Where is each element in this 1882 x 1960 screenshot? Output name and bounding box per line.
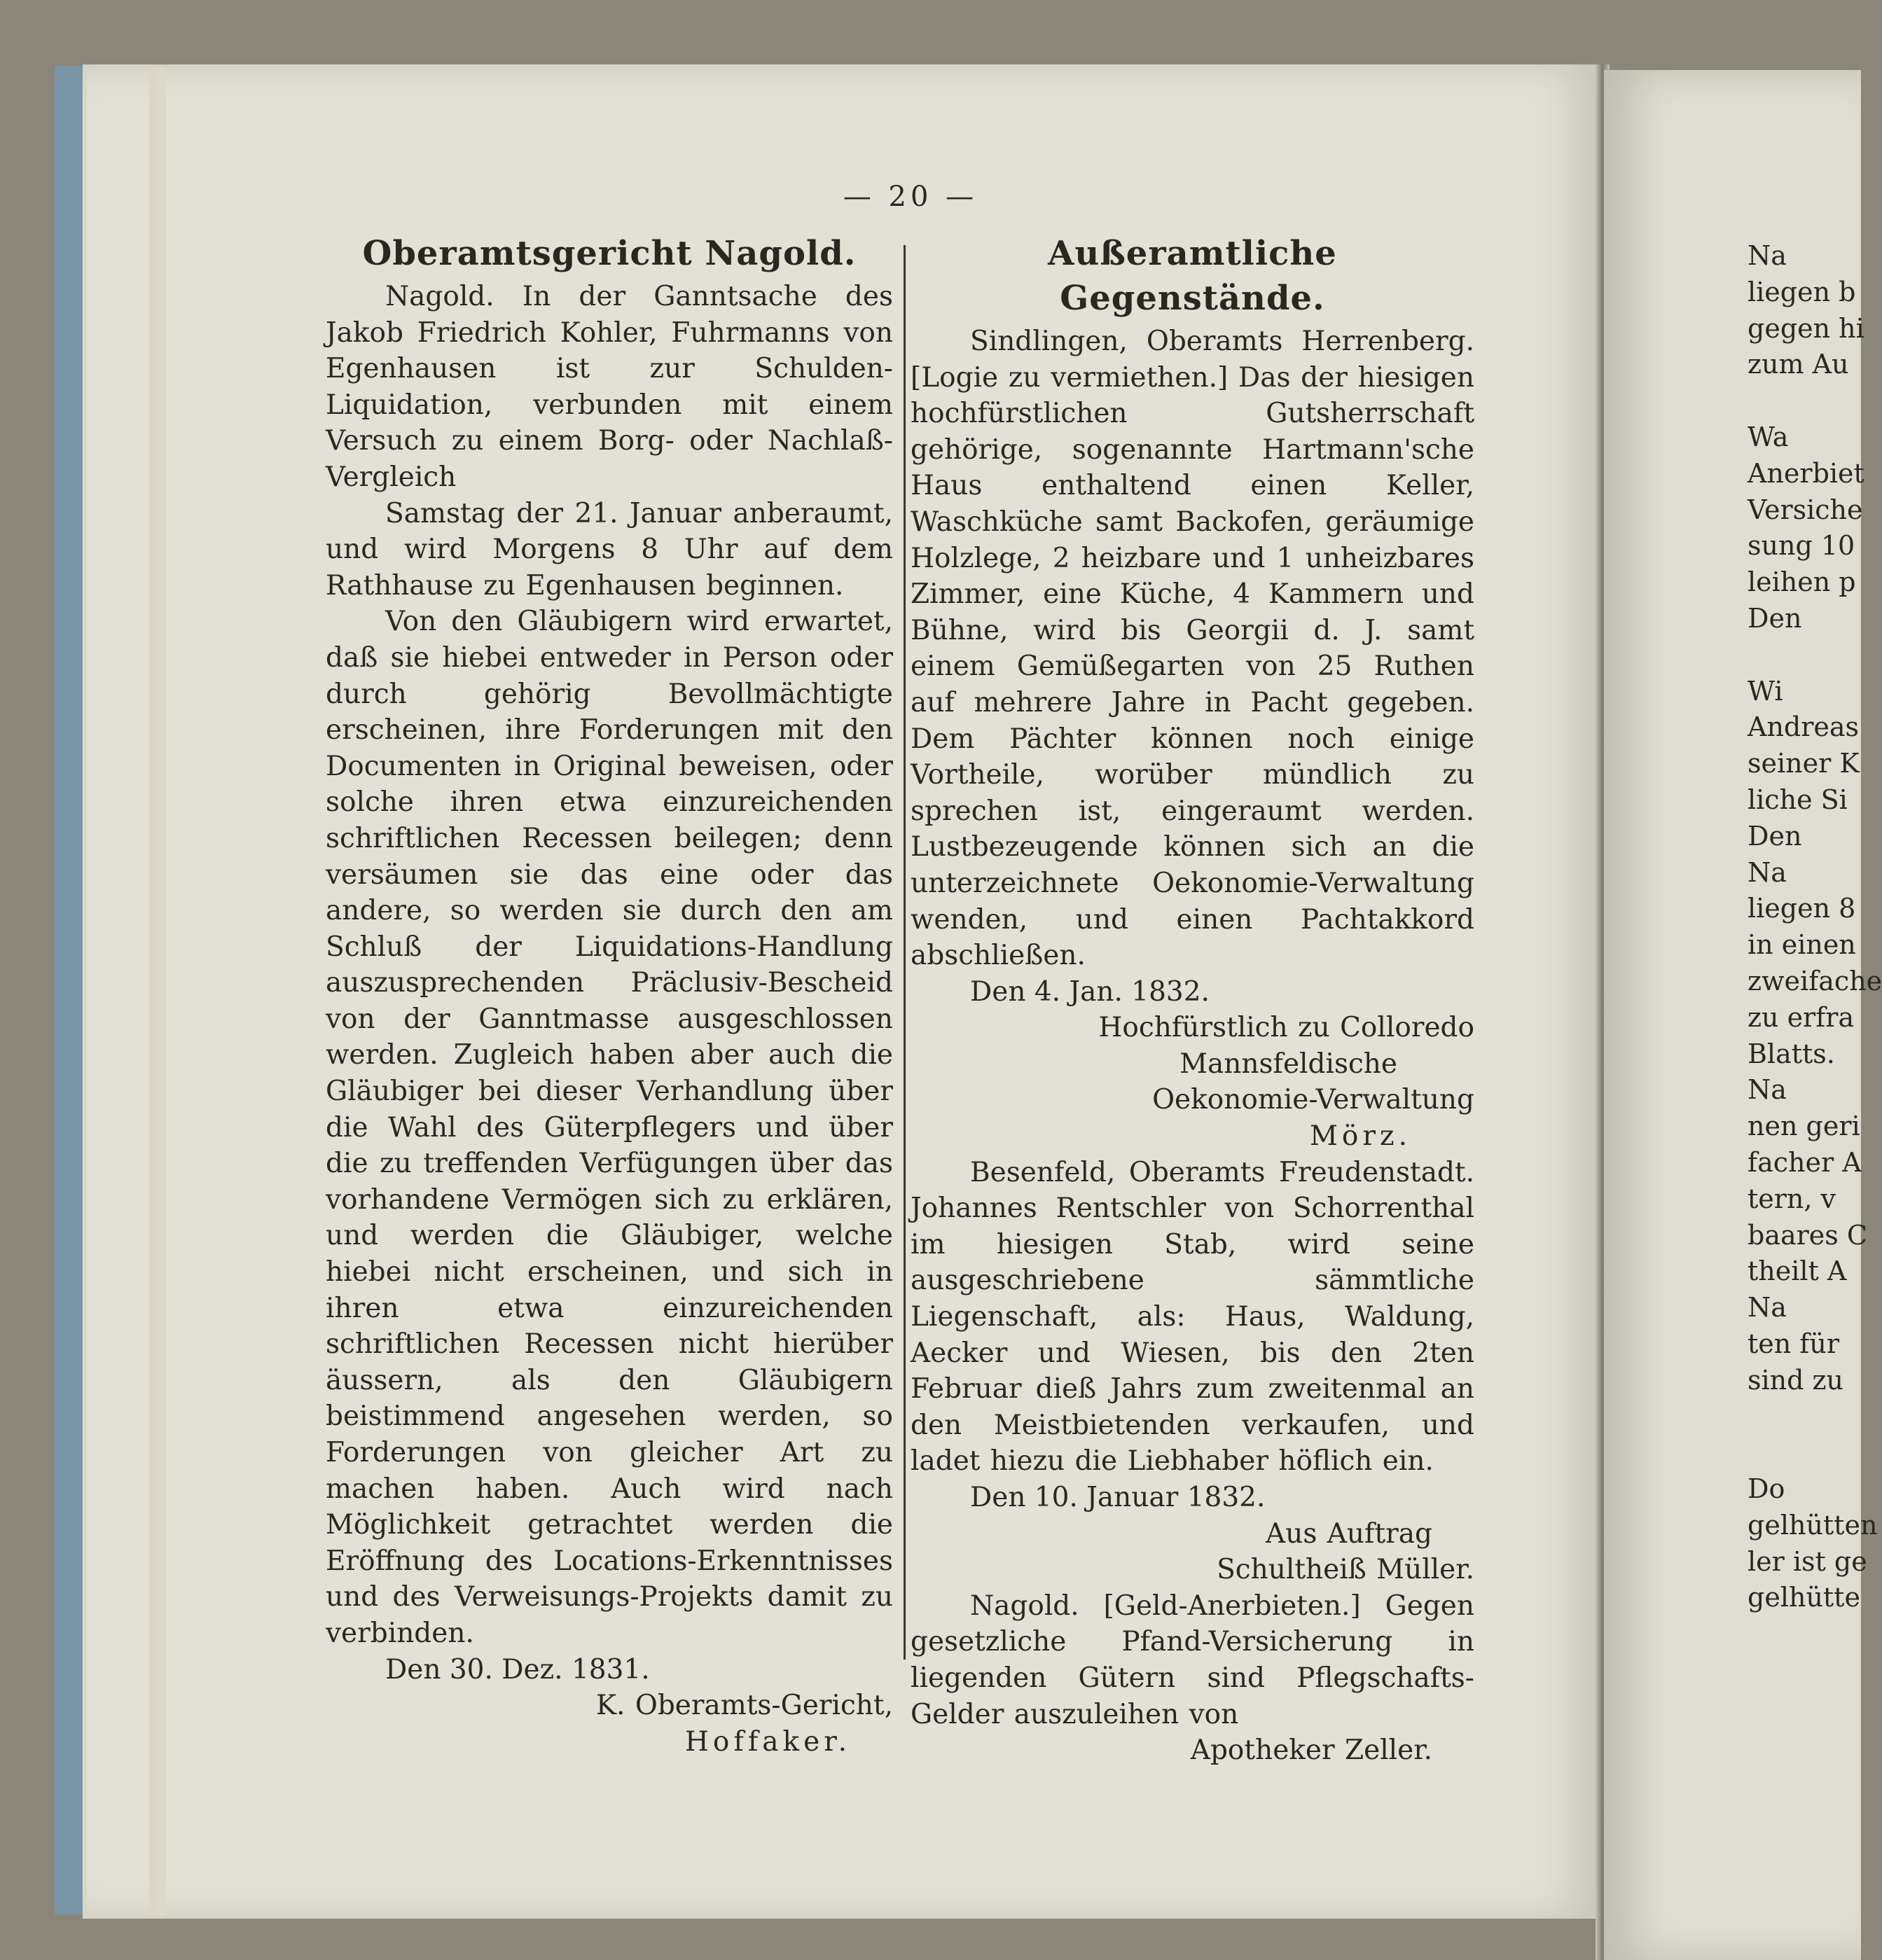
right-page-text-fragment: leihen p	[1748, 567, 1856, 598]
middle-column	[911, 231, 1474, 1769]
right-page-text-fragment	[1748, 1435, 1861, 1471]
right-page-text-fragment: baares C	[1748, 1219, 1867, 1251]
notice-date: Den 30. Dez. 1831.	[385, 1653, 650, 1686]
notice-paragraph: Nagold. [Geld-Anerbieten.] Gegen gesetzliche Pfand-Versicherung in liegenden Gütern sind Pflegschafts-Gelder auszuleihen von	[911, 1590, 1474, 1730]
right-page-text-fragment: liegen b	[1748, 276, 1856, 307]
notice-signature: Mörz.	[1309, 1120, 1411, 1153]
right-page-text-fragment: Na	[1748, 1074, 1787, 1106]
right-page-text-fragment: gelhütten	[1748, 1509, 1878, 1541]
right-page-text-fragment: sind zu	[1748, 1364, 1844, 1396]
right-page-text-fragment: Den	[1748, 820, 1802, 852]
notice-signature: Hoffaker.	[684, 1725, 851, 1758]
right-page-text-fragment: Do	[1748, 1473, 1785, 1505]
notice-signature: Mannsfeldische	[1179, 1048, 1397, 1080]
right-page-text-fragment: Andreas	[1748, 711, 1860, 743]
notice-paragraph: Sindlingen, Oberamts Herrenberg. [Logie zu vermiethen.] Das der hiesigen hochfürstlichen Gutsherrschaft gehörige, sogenannte Hartmann'sche Haus enthaltend einen Keller, Waschküche samt Backofen, geräumige Holzlege, 2 heizbare und 1 unheizbares Zimmer, eine Küche, 4 Kammern und Bühne, wird bis Georgii d. J. samt einem Gemüßegarten von 25 Ruthen auf mehrere Jahre in Pacht gegeben. Dem Pächter können noch einige Vortheile, worüber mündlich zu sprechen ist, eingeraumt werden. Lustbezeugende können sich an die unterzeichnete Oekonomie-Verwaltung wenden, und einen Pachtakkord abschließen.	[911, 326, 1474, 972]
notice-paragraph: Von den Gläubigern wird erwartet, daß sie hiebei entweder in Person oder durch gehörig Bevollmächtigte erscheinen, ihre Forderungen mit den Documenten in Original beweisen, oder solche ihren etwa einzureichenden schriftlichen Recessen beilegen; denn versäumen sie das eine oder das andere, so werden sie durch den am Schluß der Liquidations-Handlung auszusprechenden Präclusiv-Bescheid von der Ganntmasse ausgeschlossen werden. Zugleich haben aber auch die Gläubiger bei dieser Verhandlung über die Wahl des Güterpflegers und über die zu treffenden Verfügungen über das vorhandene Vermögen sich zu erklären, und werden die Gläubiger, welche hiebei nicht erscheinen, und sich in ihren etwa einzureichenden schriftlichen Recessen nicht hierüber äussern, als den Gläubigern beistimmend angesehen werden, so Forderungen von gleicher Art zu machen haben. Auch wird nach Möglichkeit getrachtet werden die Eröffnung des Locations-Erkenntnisses und des Verweisungs-Projekts damit zu verbinden.	[326, 606, 893, 1649]
right-page-column-fragments	[1748, 238, 1882, 1616]
right-page-text-fragment: Wa	[1748, 421, 1789, 452]
right-page-text-fragment: in einen	[1748, 929, 1856, 961]
notice-signature: K. Oberamts-Gericht,	[595, 1690, 893, 1722]
right-page-text-fragment: facher A	[1748, 1146, 1862, 1178]
notice-signature: Schultheiß Müller.	[1217, 1554, 1474, 1586]
right-page-text-fragment: seiner K	[1748, 748, 1860, 779]
right-page-text-fragment: zum Au	[1748, 349, 1849, 380]
column-rule	[904, 245, 906, 1660]
right-page-text-fragment: liche Si	[1748, 784, 1848, 815]
right-page-text-fragment: zweifache	[1748, 965, 1882, 996]
notice-date: Den 4. Jan. 1832.	[970, 975, 1210, 1008]
notice-signature: Aus Auftrag	[1266, 1517, 1432, 1550]
right-page-text-fragment: Na	[1748, 856, 1787, 888]
right-page-text-fragment: Den	[1748, 602, 1802, 634]
notice-paragraph: Besenfeld, Oberamts Freudenstadt. Johannes Rentschler von Schorrenthal im hiesigen Stab, wird seine ausgeschriebene sämmtliche Liegenschaft, als: Haus, Waldung, Aecker und Wiesen, bis den 2ten Februar dieß Jahrs zum zweitenmal an den Meistbietenden verkaufen, und ladet hiezu die Liebhaber höflich ein.	[911, 1156, 1474, 1478]
notice-signature: Hochfürstlich zu Colloredo	[1098, 1012, 1474, 1044]
page-number: — 20 —	[843, 181, 978, 213]
right-page-text-fragment: liegen 8	[1748, 893, 1856, 924]
section-heading-court: Oberamtsgericht Nagold.	[362, 234, 857, 273]
right-page-text-fragment: Versiche	[1748, 494, 1863, 525]
right-page-text-fragment: tern, v	[1748, 1183, 1836, 1214]
right-page-text-fragment: sung 10	[1748, 530, 1855, 562]
book-cover-edge	[55, 66, 83, 1914]
section-heading-nonofficial: Außeramtliche Gegenstände.	[1048, 234, 1337, 318]
notice-signature: Apotheker Zeller.	[1190, 1735, 1432, 1767]
notice-paragraph: Samstag der 21. Januar anberaumt, und wird Morgens 8 Uhr auf dem Rathhause zu Egenhausen beginnen.	[326, 497, 893, 602]
right-page-text-fragment: gelhütte	[1748, 1582, 1860, 1613]
left-column	[326, 231, 893, 1760]
right-page-text-fragment: Wi	[1748, 675, 1783, 707]
right-page-text-fragment: Na	[1748, 240, 1787, 271]
notice-paragraph: Nagold. In der Ganntsache des Jakob Friedrich Kohler, Fuhrmanns von Egenhausen ist zur Schulden-Liquidation, verbunden mit einem Versuch zu einem Borg- oder Nachlaß-Vergleich	[326, 281, 893, 493]
right-page-text-fragment: theilt A	[1748, 1256, 1847, 1287]
right-page-text-fragment	[1748, 1399, 1861, 1436]
right-page-text-fragment	[1748, 383, 1861, 419]
notice-date: Den 10. Januar 1832.	[970, 1482, 1266, 1513]
page-stack-edges	[84, 67, 149, 1916]
right-page-text-fragment	[1748, 637, 1861, 674]
right-page-text-fragment: Na	[1748, 1292, 1787, 1323]
right-page-text-fragment: zu erfra	[1748, 1001, 1855, 1033]
right-page-text-fragment: ten für	[1748, 1328, 1840, 1359]
right-page-text-fragment: Anerbiet	[1748, 457, 1864, 489]
right-page-text-fragment: nen geri	[1748, 1111, 1860, 1142]
right-page-text-fragment: ler ist ge	[1748, 1545, 1867, 1577]
right-page-text-fragment: Blatts.	[1748, 1038, 1835, 1069]
right-page-text-fragment: gegen hi	[1748, 312, 1864, 344]
notice-signature: Oekonomie-Verwaltung	[1152, 1084, 1474, 1116]
